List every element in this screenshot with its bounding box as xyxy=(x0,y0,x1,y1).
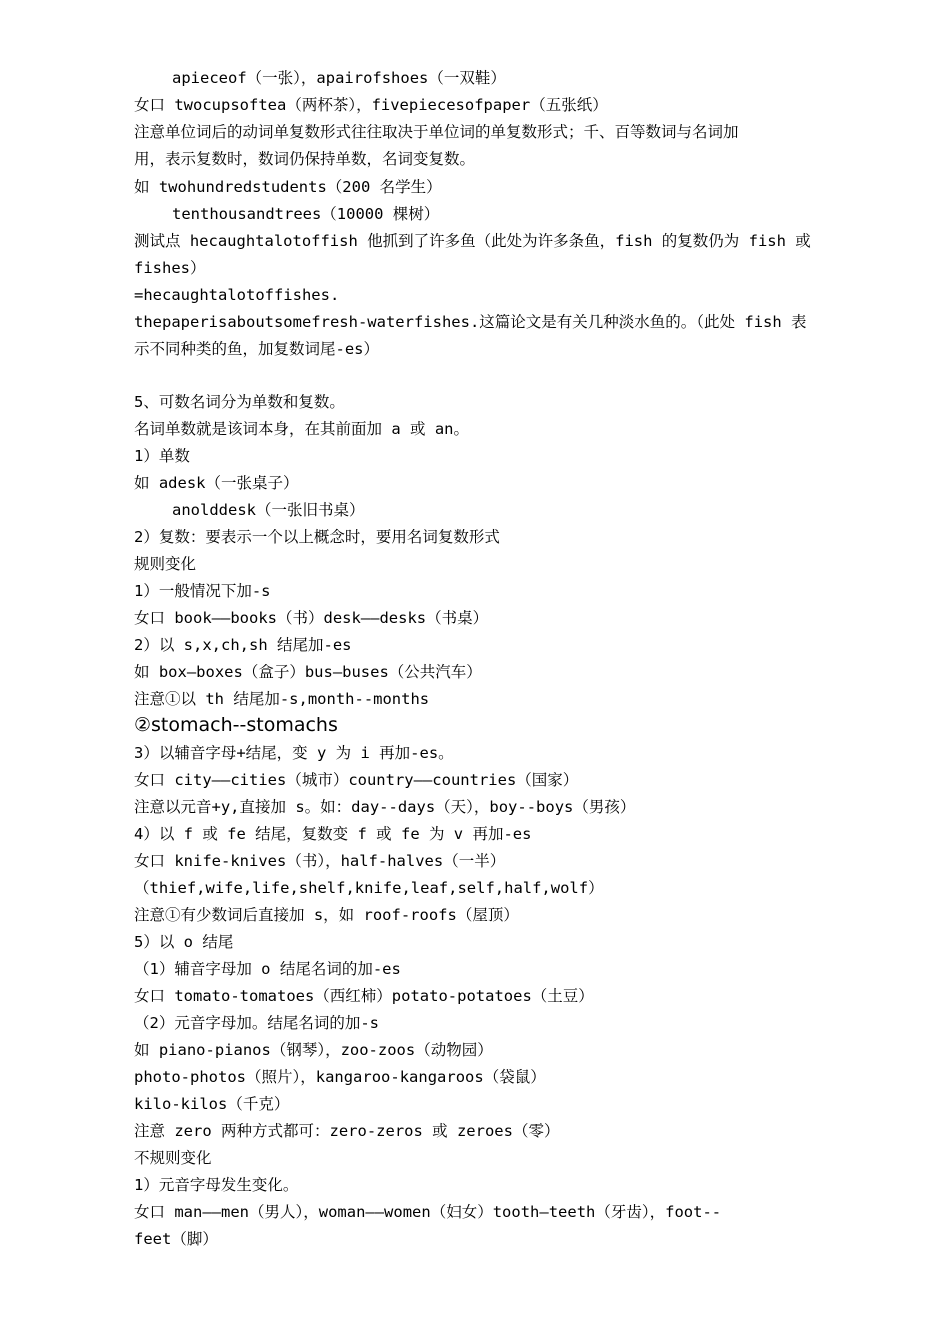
text-line-24: ②stomach--stomachs xyxy=(134,714,338,736)
text-line-37: photo-photos（照片），kangaroo-kangaroos（袋鼠） xyxy=(134,1068,546,1086)
text-line-10: thepaperisaboutsomefresh-waterfishes.这篇论文是有关几种淡水鱼的。（此处 fish 表 xyxy=(134,313,807,331)
text-line-16: anolddesk（一张旧书桌） xyxy=(172,501,365,519)
text-line-42: 女口 man——men（男人），woman——women（妇女）tooth—teeth（牙齿），foot-- xyxy=(134,1203,722,1221)
section-heading: 5、可数名词分为单数和复数。 xyxy=(134,393,345,411)
text-line-40: 不规则变化 xyxy=(134,1149,212,1167)
text-line-36: 如 piano-pianos（钢琴），zoo-zoos（动物园） xyxy=(134,1041,493,1059)
text-line-43: feet（脚） xyxy=(134,1230,218,1248)
text-line-38: kilo-kilos（千克） xyxy=(134,1095,290,1113)
text-line-23: 注意①以 th 结尾加-s,month--months xyxy=(134,690,430,708)
text-line-33: （1）辅音字母加 o 结尾名词的加-es xyxy=(134,960,401,978)
text-line-7: 测试点 hecaughtalotoffish 他抓到了许多鱼（此处为许多条鱼，fish 的复数仍为 fish 或 xyxy=(134,232,811,250)
text-line-19: 1）一般情况下加-s xyxy=(134,582,271,600)
text-line-25: 3）以辅音字母+结尾，变 y 为 i 再加-es。 xyxy=(134,744,454,762)
text-line-8: fishes） xyxy=(134,259,206,277)
text-line-34: 女口 tomato-tomatoes（西红柿）potato-potatoes（土豆） xyxy=(134,987,594,1005)
text-line-3: 注意单位词后的动词单复数形式往往取决于单位词的单复数形式；千、百等数词与名词加 xyxy=(134,123,739,141)
text-line-17: 2）复数：要表示一个以上概念时，要用名词复数形式 xyxy=(134,528,500,546)
text-line-11: 示不同种类的鱼，加复数词尾-es） xyxy=(134,340,379,358)
text-line-21: 2）以 s,x,ch,sh 结尾加-es xyxy=(134,636,352,654)
text-line-4: 用，表示复数时，数词仍保持单数，名词变复数。 xyxy=(134,150,476,168)
text-line-20: 女口 book——books（书）desk——desks（书桌） xyxy=(134,609,489,627)
text-line-32: 5）以 o 结尾 xyxy=(134,933,234,951)
text-line-39: 注意 zero 两种方式都可：zero-zeros 或 zeroes（零） xyxy=(134,1122,560,1140)
text-line-14: 1）单数 xyxy=(134,447,190,465)
text-line-6: tenthousandtrees（10000 棵树） xyxy=(172,205,440,223)
text-line-30: （thief,wife,life,shelf,knife,leaf,self,half,wolf） xyxy=(134,879,604,897)
text-line-29: 女口 knife-knives（书），half-halves（一半） xyxy=(134,852,506,870)
text-line-15: 如 adesk（一张桌子） xyxy=(134,474,299,492)
text-line-1: apieceof（一张），apairofshoes（一双鞋） xyxy=(172,69,506,87)
text-line-28: 4）以 f 或 fe 结尾，复数变 f 或 fe 为 v 再加-es xyxy=(134,825,532,843)
text-line-41: 1）元音字母发生变化。 xyxy=(134,1176,299,1194)
text-line-5: 如 twohundredstudents（200 名学生） xyxy=(134,178,442,196)
text-line-9: =hecaughtalotoffishes. xyxy=(134,286,340,304)
text-line-31: 注意①有少数词后直接加 s，如 roof-roofs（屋顶） xyxy=(134,906,519,924)
text-line-13: 名词单数就是该词本身，在其前面加 a 或 an。 xyxy=(134,420,469,438)
text-line-2: 女口 twocupsoftea（两杯茶），fivepiecesofpaper（五张纸） xyxy=(134,96,608,114)
text-line-18: 规则变化 xyxy=(134,555,197,573)
text-line-22: 如 box—boxes（盒子）bus—buses（公共汽车） xyxy=(134,663,482,681)
text-line-35: （2）元音字母加。结尾名词的加-s xyxy=(134,1014,379,1032)
text-line-26: 女口 city——cities（城市）country——countries（国家） xyxy=(134,771,579,789)
text-line-27: 注意以元音+y,直接加 s。如：day--days（天），boy--boys（男孩） xyxy=(134,798,636,816)
